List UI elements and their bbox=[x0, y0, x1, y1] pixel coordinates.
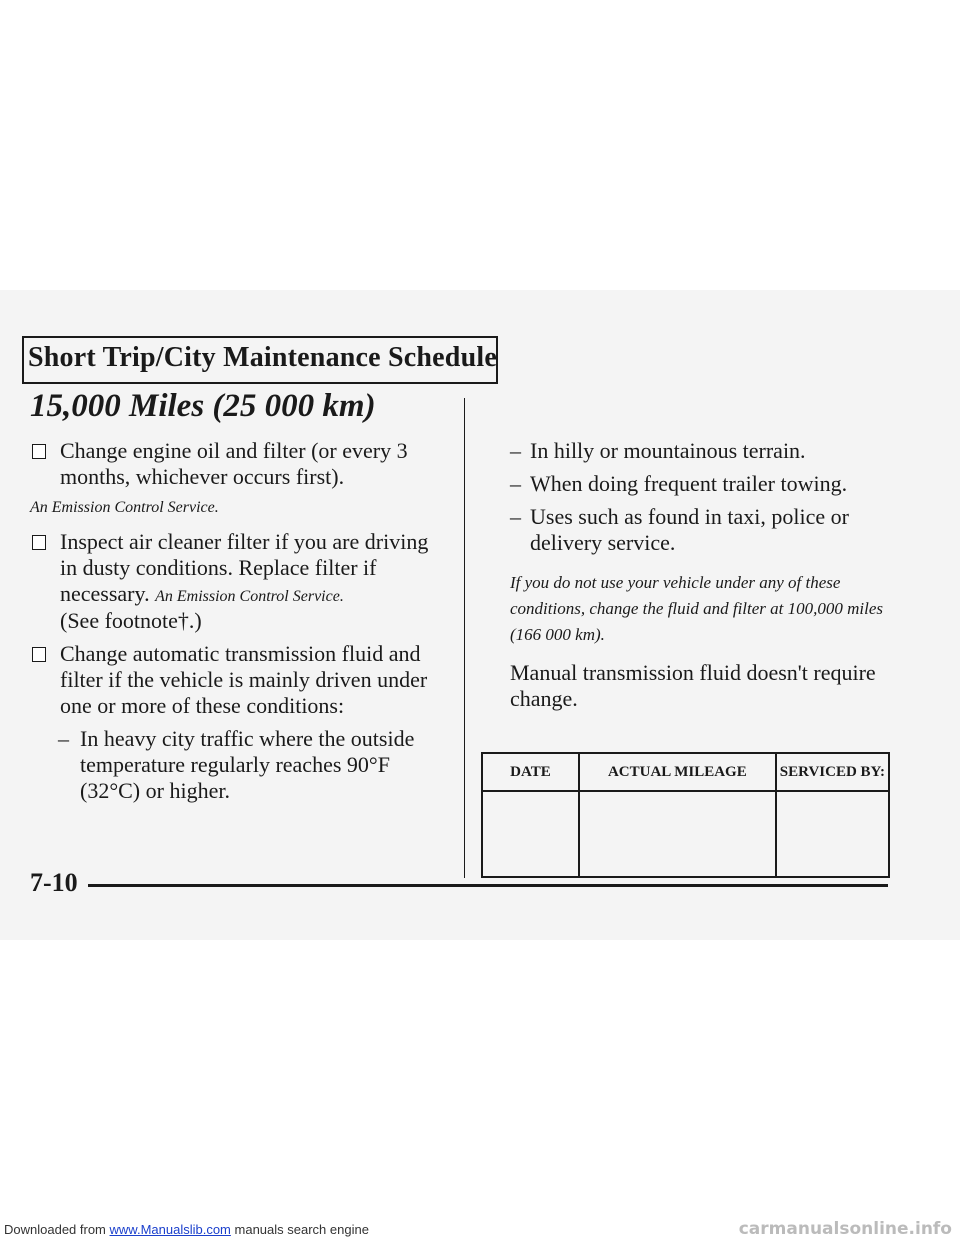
checkbox-icon[interactable] bbox=[32, 535, 46, 550]
left-column bbox=[30, 438, 450, 811]
date-cell[interactable] bbox=[482, 791, 579, 877]
column-divider bbox=[464, 398, 465, 878]
condition-item bbox=[510, 438, 890, 464]
section-title: 15,000 Miles (25 000 km) bbox=[30, 388, 376, 424]
service-log-table bbox=[481, 752, 890, 878]
page-number: 7-10 bbox=[30, 868, 78, 897]
condition-text: In hilly or mountainous terrain. bbox=[530, 438, 806, 463]
credit-suffix: manuals search engine bbox=[234, 1222, 369, 1237]
condition-item bbox=[510, 504, 890, 556]
page-title: Short Trip/City Maintenance Schedule bbox=[28, 342, 497, 373]
date-header: DATE bbox=[482, 753, 579, 791]
condition-text: Uses such as found in taxi, police or delivery service. bbox=[530, 504, 849, 555]
item-text: Change engine oil and filter (or every 3 months, whichever occurs first). bbox=[60, 438, 408, 489]
manualslib-link[interactable]: www.Manualslib.com bbox=[109, 1222, 231, 1237]
credit-prefix: Downloaded from bbox=[4, 1222, 106, 1237]
dash-icon: – bbox=[510, 438, 521, 463]
conditions-note: If you do not use your vehicle under any of these conditions, change the fluid and filter at 100,000 miles (166 000 km). bbox=[510, 573, 884, 644]
download-footer bbox=[0, 1219, 960, 1242]
checklist-item bbox=[30, 641, 450, 719]
condition-item bbox=[30, 726, 450, 804]
serviced-by-header: SERVICED BY: bbox=[776, 753, 889, 791]
footnote-reference: (See footnote†.) bbox=[60, 608, 202, 633]
condition-text: In heavy city traffic where the outside temperature regularly reaches 90°F (32°C) or higher. bbox=[80, 726, 415, 803]
item-text: Change automatic transmission fluid and filter if the vehicle is mainly driven under one or more of these conditions: bbox=[60, 641, 428, 718]
table-header-row bbox=[482, 753, 889, 791]
table-row bbox=[482, 791, 889, 877]
checklist-item bbox=[30, 438, 450, 490]
checklist-item bbox=[30, 529, 450, 634]
download-credit bbox=[4, 1222, 369, 1237]
mileage-cell[interactable] bbox=[579, 791, 776, 877]
emission-note: An Emission Control Service. bbox=[155, 588, 344, 605]
checkbox-icon[interactable] bbox=[32, 444, 46, 459]
dash-icon: – bbox=[510, 504, 521, 529]
footer-rule bbox=[88, 884, 888, 887]
condition-text: When doing frequent trailer towing. bbox=[530, 471, 848, 496]
manual-transmission-note: Manual transmission fluid doesn't require change. bbox=[510, 660, 876, 711]
right-column bbox=[510, 438, 890, 712]
serviced-by-cell[interactable] bbox=[776, 791, 889, 877]
item-text: Inspect air cleaner filter if you are driving in dusty conditions. Replace filter if necessary. bbox=[60, 529, 429, 606]
condition-item bbox=[510, 471, 890, 497]
checkbox-icon[interactable] bbox=[32, 647, 46, 662]
dash-icon: – bbox=[58, 726, 69, 751]
watermark: carmanualsonline.info bbox=[738, 1219, 952, 1239]
dash-icon: – bbox=[510, 471, 521, 496]
emission-note: An Emission Control Service. bbox=[30, 499, 219, 516]
mileage-header: ACTUAL MILEAGE bbox=[579, 753, 776, 791]
